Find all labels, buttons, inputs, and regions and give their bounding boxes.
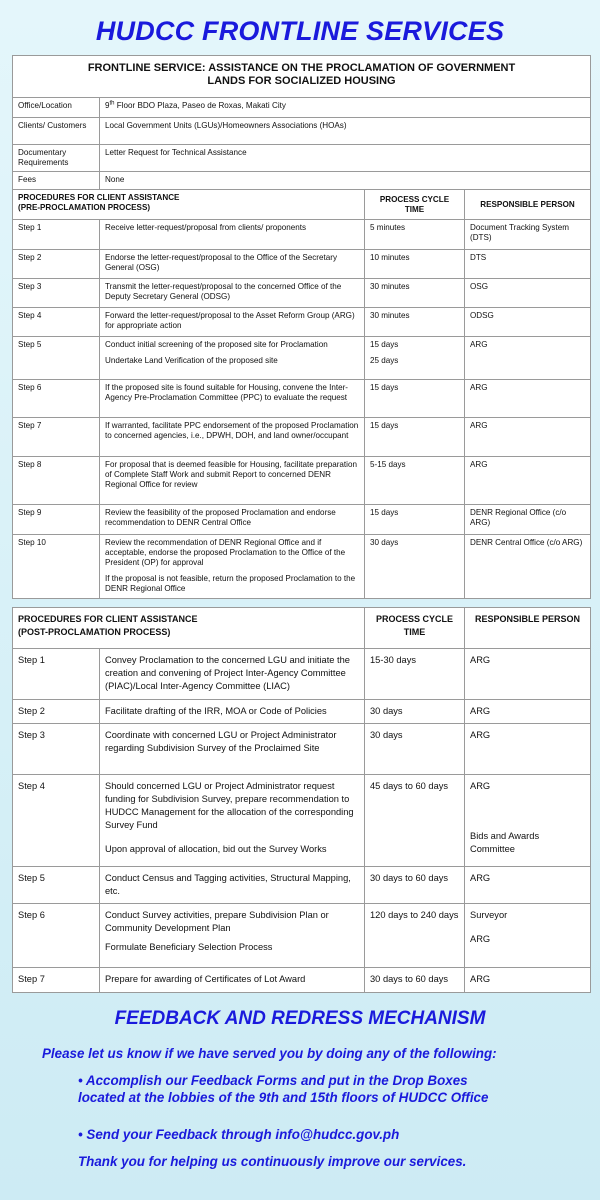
step-label: Step 4: [13, 308, 100, 337]
service-title: [13, 56, 591, 98]
step-person: DENR Central Office (c/o ARG): [465, 535, 591, 599]
step-label: Step 6: [13, 380, 100, 418]
step-person: DTS: [465, 250, 591, 279]
service-title-line2: LANDS FOR SOCIALIZED HOUSING: [207, 75, 396, 87]
step-person: Surveyor ARG: [465, 904, 591, 968]
step-person: ARG: [465, 724, 591, 775]
step-description: Receive letter-request/proposal from clients/ proponents: [100, 220, 365, 250]
step-person: ARG: [465, 418, 591, 457]
step-description: Forward the letter-request/proposal to the Asset Reform Group (ARG) for appropriate action: [100, 308, 365, 337]
page-title: HUDCC FRONTLINE SERVICES: [95, 16, 505, 46]
fees-value: None: [100, 172, 591, 190]
step-time: 15 days 25 days: [365, 337, 465, 380]
table-row: [13, 380, 591, 418]
step-label: Step 1: [13, 649, 100, 700]
step-time: 10 minutes: [365, 250, 465, 279]
step-description: If warranted, facilitate PPC endorsement of the proposed Proclamation to concerned agencies, i.e., DPWH, DOH, and land owner/occupant: [100, 418, 365, 457]
step-label: Step 3: [13, 724, 100, 775]
step-label: Step 1: [13, 220, 100, 250]
feedback-thanks: Thank you for helping us continuously improve our services.: [78, 1154, 467, 1169]
step-person: DENR Regional Office (c/o ARG): [465, 505, 591, 535]
step-description: Review the feasibility of the proposed Proclamation and endorse recommendation to DENR Central Office: [100, 505, 365, 535]
step-person: ARG Bids and Awards Committee: [465, 775, 591, 867]
step-time: 15 days: [365, 380, 465, 418]
step-person: ARG: [465, 700, 591, 724]
step-description: Prepare for awarding of Certificates of Lot Award: [100, 968, 365, 993]
feedback-bullet-forms: • Accomplish our Feedback Forms and put in the Drop Boxes located at the lobbies of the 9th and 15th floors of HUDCC Office: [78, 1073, 489, 1105]
step-person: Document Tracking System (DTS): [465, 220, 591, 250]
step-label: Step 5: [13, 337, 100, 380]
step-label: Step 2: [13, 250, 100, 279]
step-description: Conduct Census and Tagging activities, Structural Mapping, etc.: [100, 867, 365, 904]
table-row: [13, 457, 591, 505]
step-label: Step 4: [13, 775, 100, 867]
table-row: [13, 649, 591, 700]
step-time: 30 days: [365, 724, 465, 775]
step-description: Conduct Survey activities, prepare Subdivision Plan or Community Development Plan Formulate Beneficiary Selection Process: [100, 904, 365, 968]
step-label: Step 8: [13, 457, 100, 505]
step-description: Endorse the letter-request/proposal to the Office of the Secretary General (OSG): [100, 250, 365, 279]
post-header-procedures: PROCEDURES FOR CLIENT ASSISTANCE (POST-PROCLAMATION PROCESS): [13, 608, 365, 649]
step-time: 5-15 days: [365, 457, 465, 505]
service-title-line1: FRONTLINE SERVICE: ASSISTANCE ON THE PROCLAMATION OF GOVERNMENT: [87, 62, 516, 74]
step-person: OSG: [465, 279, 591, 308]
step-time: 30 days to 60 days: [365, 867, 465, 904]
step-time: 120 days to 240 days: [365, 904, 465, 968]
table-row: [13, 250, 591, 279]
docs-value: Letter Request for Technical Assistance: [100, 145, 591, 172]
clients-label: Clients/ Customers: [13, 118, 100, 145]
step-time: 30 days: [365, 535, 465, 599]
table-row: [13, 775, 591, 867]
table-row: [13, 700, 591, 724]
table-row: [13, 337, 591, 380]
pre-proclamation-table: [12, 55, 591, 599]
table-row: [13, 904, 591, 968]
table-row: [13, 279, 591, 308]
step-time: 15 days: [365, 418, 465, 457]
step-time: 30 days: [365, 700, 465, 724]
step-person: ARG: [465, 649, 591, 700]
table-row: [13, 724, 591, 775]
step-label: Step 3: [13, 279, 100, 308]
step-description: Convey Proclamation to the concerned LGU and initiate the creation and convening of Project Inter-Agency Committee (PIAC)/Local Inter-Agency Committee (LIAC): [100, 649, 365, 700]
step-time: 30 minutes: [365, 308, 465, 337]
pre-header-time: PROCESS CYCLE TIME: [365, 190, 465, 220]
table-row: [13, 418, 591, 457]
step-label: Step 6: [13, 904, 100, 968]
step-description: Facilitate drafting of the IRR, MOA or Code of Policies: [100, 700, 365, 724]
step-time: 5 minutes: [365, 220, 465, 250]
step-person: ODSG: [465, 308, 591, 337]
step-label: Step 10: [13, 535, 100, 599]
step-time: 30 minutes: [365, 279, 465, 308]
post-header-person: RESPONSIBLE PERSON: [465, 608, 591, 649]
office-label: Office/Location: [13, 98, 100, 118]
step-time: 45 days to 60 days: [365, 775, 465, 867]
post-proclamation-table: [12, 607, 591, 993]
step-description: If the proposed site is found suitable for Housing, convene the Inter-Agency Pre-Proclamation Committee (PPC) to evaluate the request: [100, 380, 365, 418]
table-row: [13, 968, 591, 993]
fees-label: Fees: [13, 172, 100, 190]
step-person: ARG: [465, 457, 591, 505]
clients-value: Local Government Units (LGUs)/Homeowners Associations (HOAs): [100, 118, 591, 145]
step-person: ARG: [465, 337, 591, 380]
feedback-title: FEEDBACK AND REDRESS MECHANISM: [114, 1008, 486, 1029]
step-person: ARG: [465, 867, 591, 904]
post-header-time: PROCESS CYCLE TIME: [365, 608, 465, 649]
step-time: 15 days: [365, 505, 465, 535]
step-description: Coordinate with concerned LGU or Project Administrator regarding Subdivision Survey of the Proclaimed Site: [100, 724, 365, 775]
step-label: Step 2: [13, 700, 100, 724]
step-label: Step 5: [13, 867, 100, 904]
docs-label: Documentary Requirements: [13, 145, 100, 172]
office-value: 9th Floor BDO Plaza, Paseo de Roxas, Makati City: [100, 98, 591, 118]
step-label: Step 7: [13, 968, 100, 993]
step-person: ARG: [465, 968, 591, 993]
feedback-bullet-email: • Send your Feedback through info@hudcc.gov.ph: [78, 1127, 400, 1142]
step-description: Conduct initial screening of the proposed site for Proclamation Undertake Land Verification of the proposed site: [100, 337, 365, 380]
step-description: Review the recommendation of DENR Regional Office and if acceptable, endorse the proposed Proclamation to the Office of the President (OP) for approval If the proposal is not feasible, return the proposed Proclamation to the DENR Regional Office: [100, 535, 365, 599]
step-time: 15-30 days: [365, 649, 465, 700]
step-label: Step 7: [13, 418, 100, 457]
step-label: Step 9: [13, 505, 100, 535]
feedback-intro: Please let us know if we have served you by doing any of the following:: [42, 1046, 497, 1061]
table-row: [13, 505, 591, 535]
table-row: [13, 220, 591, 250]
pre-header-person: RESPONSIBLE PERSON: [465, 190, 591, 220]
table-row: [13, 867, 591, 904]
table-row: [13, 535, 591, 599]
step-time: 30 days to 60 days: [365, 968, 465, 993]
step-description: Should concerned LGU or Project Administrator request funding for Subdivision Survey, prepare recommendation to HUDCC Management for the allocation of the corresponding Survey Fund Upon approval of allocation, bid out the Survey Works: [100, 775, 365, 867]
step-description: Transmit the letter-request/proposal to the concerned Office of the Deputy Secretary General (ODSG): [100, 279, 365, 308]
step-person: ARG: [465, 380, 591, 418]
step-description: For proposal that is deemed feasible for Housing, facilitate preparation of Complete Staff Work and submit Report to concerned DENR Regional Office for review: [100, 457, 365, 505]
table-row: [13, 308, 591, 337]
pre-header-procedures: PROCEDURES FOR CLIENT ASSISTANCE (PRE-PROCLAMATION PROCESS): [13, 190, 365, 220]
